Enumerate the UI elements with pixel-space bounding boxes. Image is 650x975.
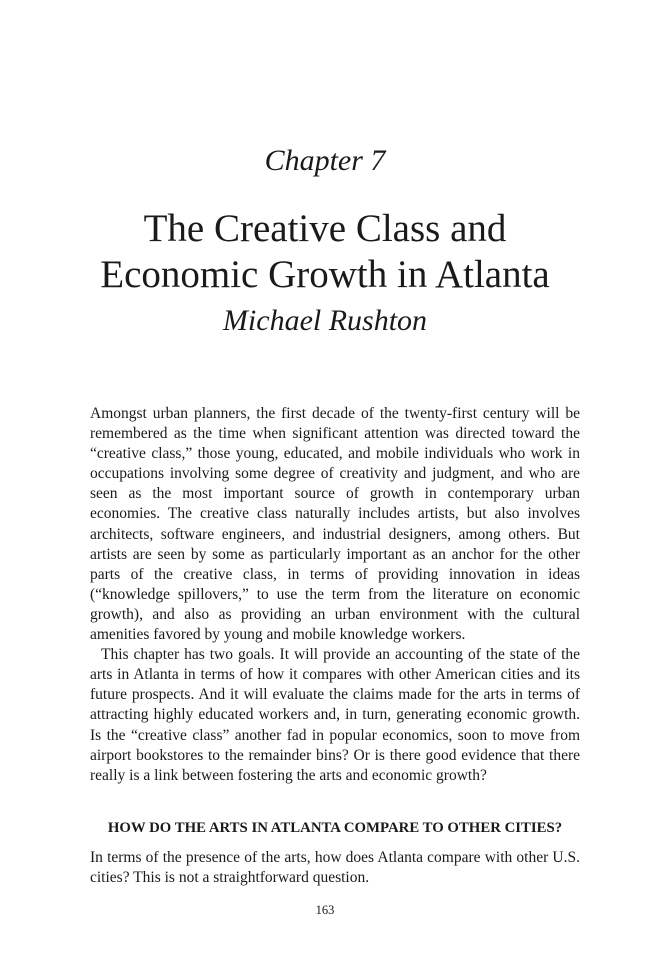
chapter-author: Michael Rushton xyxy=(222,304,428,337)
chapter-body xyxy=(90,404,580,786)
chapter-title xyxy=(0,206,650,298)
chapter-title-line-1: The Creative Class and xyxy=(143,207,507,250)
chapter-label: Chapter 7 xyxy=(264,144,386,177)
page-number: 163 xyxy=(315,903,335,917)
chapter-title-line-2: Economic Growth in Atlanta xyxy=(100,253,550,296)
body-paragraph-2: This chapter has two goals. It will provide an accounting of the state of the arts in Atlanta in terms of how it compares with other American cities and its future prospects. And it will evaluate the claims made for the arts in terms of attracting highly educated workers and, in turn, generating economic growth. Is the “creative class” another fad in popular economics, soon to move from airport bookstores to the remainder bins? Or is there good evidence that there really is a link between fostering the arts and economic growth? xyxy=(90,646,580,784)
body-paragraph-1: Amongst urban planners, the first decade of the twenty-first century will be remembered as the time when significant attention was directed toward the “creative class,” those young, educated, and mobile individuals who work in occupations involving some degree of creativity and judgment, and who are seen as the most important source of growth in contemporary urban economies. The creative class naturally includes artists, but also involves architects, software engineers, and industrial designers, among others. But artists are seen by some as particularly important as an anchor for the other parts of the creative class, in terms of providing innovation in ideas (“knowledge spillovers,” to use the term from the literature on economic growth), and also as providing an urban environment with the cultural amenities favored by young and mobile knowledge workers. xyxy=(90,405,580,644)
section-paragraph-1: In terms of the presence of the arts, how does Atlanta compare with other U.S. cities? This is not a straightforward question. xyxy=(90,849,580,887)
section-heading: HOW DO THE ARTS IN ATLANTA COMPARE TO OTHER CITIES? xyxy=(107,820,563,836)
